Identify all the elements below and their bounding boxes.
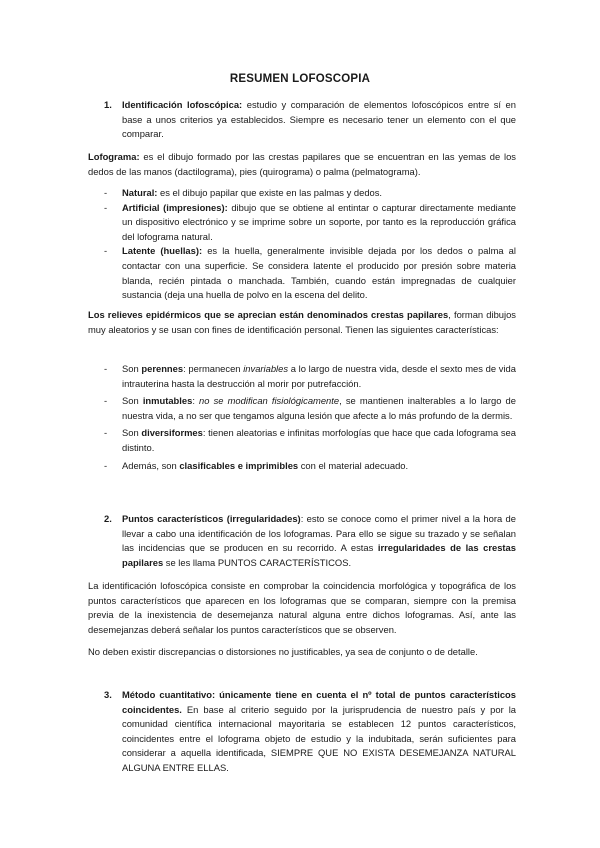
relieves-text: , forman dibujos muy aleatorios y se usan con fines de identificación personal. Tienen las siguientes características: [88,309,516,335]
char-perennes-term: perennes [141,363,184,374]
char-perennes-italic: invariables [243,363,289,374]
section-2-text2: se les llama PUNTOS CARACTERÍSTICOS. [163,556,352,568]
list-dash: - [104,395,108,407]
relieves-paragraph [88,308,516,337]
list-item [104,201,516,245]
char-perennes-mid: : permanecen [183,363,244,374]
section-3-body [122,688,516,776]
section-1-body [122,98,516,142]
list-item [104,394,516,423]
section-2-body [122,512,516,570]
list-item [104,186,516,201]
page-title: RESUMEN LOFOSCOPIA [229,73,371,85]
char-inmutables-prefix: Son [122,395,143,407]
section-2 [104,512,516,570]
char-inmutables-mid: : [192,395,200,407]
discrepancias-paragraph: No deben existir discrepancias o distorsiones no justificables, ya sea de conjunto o de detalle. [88,646,478,657]
list-dash: - [104,363,108,374]
char-diversiformes-term: diversiformes [141,427,203,439]
relieves-term: Los relieves epidérmicos que se aprecian están denominados crestas papilares [88,309,449,320]
lofograma-term: Lofograma: [88,151,140,162]
section-2-number: 2. [104,513,112,524]
char-diversiformes-prefix: Son [122,427,142,439]
section-3-text: En base al criterio seguido por la jurisprudencia de nuestro país y por la comunidad científica internacional mayoritaria se establecen 12 puntos característicos, coincidentes entre el lofograma objeto de estudio y la indubitada, serán suficientes para considerar a aquella identificada, SIEMPRE QUE NO EXISTA DESEMEJANZA NATURAL ALGUNA ENTRE ELLAS. [122,703,516,773]
type-natural-text: es el dibujo papilar que existe en las palmas y dedos. [157,187,383,198]
section-3-number: 3. [104,689,112,700]
lofograma-types-list [104,186,516,303]
char-inmutables-term: inmutables [142,395,193,407]
section-1 [104,98,516,142]
list-dash: - [104,201,108,213]
type-artificial-text: dibujo que se obtiene al entintar o capturar directamente mediante un dispositivo electrónico y se imprime sobre un soporte, por tanto es la reproducción gráfica del lofograma natural. [122,201,516,242]
char-inmutables-italic: no se modifican fisiológicamente [199,395,340,407]
list-dash: - [104,459,108,471]
char-clasificables-text: con el material adecuado. [298,459,409,471]
section-2-term2: irregularidades de las crestas papilares [122,542,516,568]
lofograma-paragraph [88,150,516,179]
type-artificial-term: Artificial (impresiones): [122,201,228,213]
char-perennes-text: a lo largo de nuestra vida, desde el sexto mes de vida intrauterina hasta la destrucción al morir por putrefacción. [122,363,516,389]
section-1-term: Identificación lofoscópica: [122,99,243,110]
char-clasificables-prefix: Además, son [122,459,180,471]
section-1-text: estudio y comparación de elementos lofoscópicos entre sí en base a unos criterios ya establecidos. Siempre es necesario tener un elemento con el que comparar. [122,99,516,140]
char-inmutables-text: , se mantienen inalterables a lo largo de nuestra vida, a no ser que tengamos alguna lesión que afecte a lo más profundo de la dermis. [122,395,516,421]
char-perennes-prefix: Son [122,363,142,374]
type-latente-term: Latente (huellas): [122,245,203,257]
lofograma-text: es el dibujo formado por las crestas papilares que se encuentran en las yemas de los dedos de las manos (dactilograma), pies (quirograma) o palma (pelmatograma). [88,151,516,177]
list-item [104,244,516,302]
characteristics-list [104,362,516,473]
type-natural-term: Natural: [122,187,158,198]
section-1-number: 1. [104,99,112,110]
char-clasificables-term: clasificables e imprimibles [179,459,299,471]
section-2-text: : esto se conoce como el primer nivel a la hora de llevar a cabo una identificación de los lofogramas. Para ello se sigue su trazado y se señalan las incidencias que se producen en su recorrido. A estas [122,513,516,554]
list-item [104,459,516,474]
list-dash: - [104,187,108,198]
list-item [104,362,516,391]
section-2-term: Puntos característicos (irregularidades) [122,513,301,524]
type-latente-text: es la huella, generalmente invisible dejada por los dedos o palma al contactar con una superficie. Se considera latente el producido por presión sobre materia blanda, recién pintada o manchada. También, cuando están impregnadas de cualquier sustancia (deja una huella de polvo en la escena del delito. [122,245,516,301]
list-item [104,426,516,455]
identificacion-paragraph: La identificación lofoscópica consiste en comprobar la coincidencia morfológica y topográfica de los puntos característicos que aparecen en los lofogramas que se comparan, siempre con la premisa previa de la inexistencia de desemejanza natural alguna entre dichos lofogramas. Así, ante las desemejanzas deberá señalar los puntos característicos que se observen. [88,580,516,635]
list-dash: - [104,245,108,257]
char-diversiformes-text: : tienen aleatorias e infinitas morfologías que hace que cada lofograma sea distinto. [122,427,516,453]
list-dash: - [104,427,108,439]
section-3 [104,688,516,776]
section-3-term: Método cuantitativo: únicamente tiene en cuenta el nº total de puntos característicos coincidentes. [122,689,516,715]
